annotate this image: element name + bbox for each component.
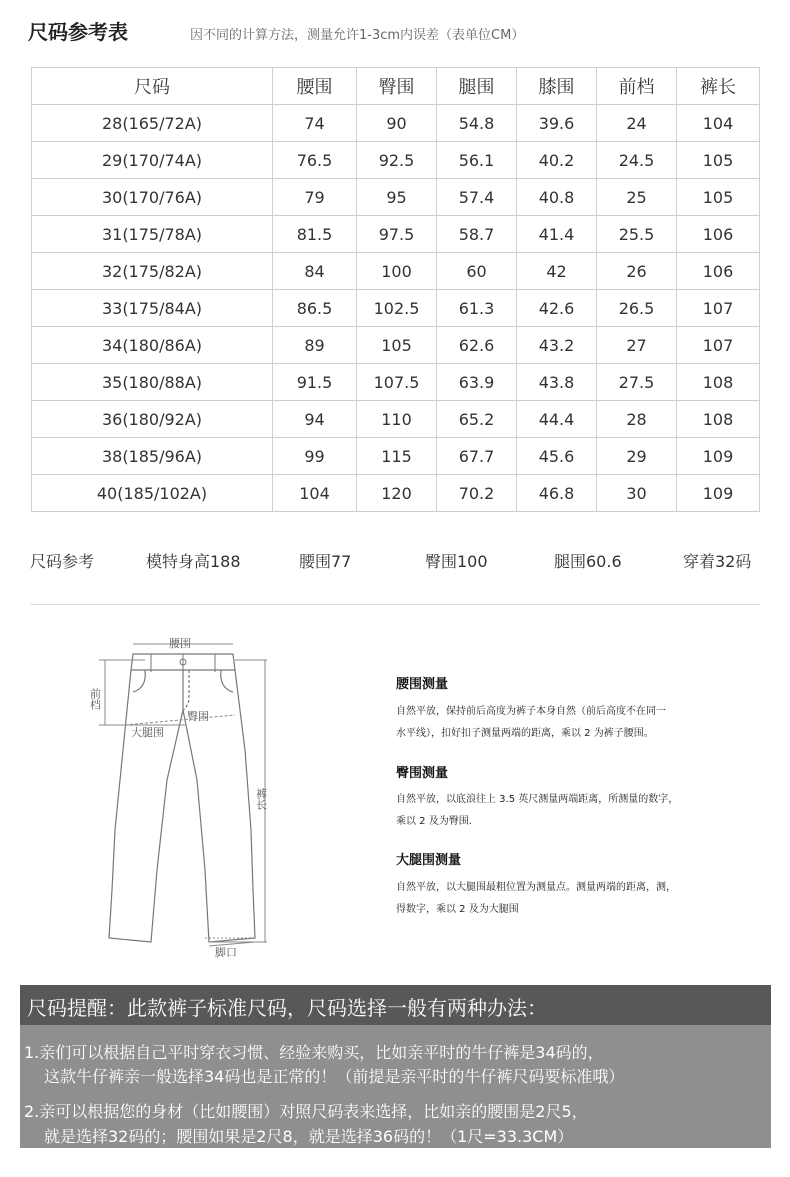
measurement-cell: 24.5 (597, 142, 677, 179)
diagram-thigh-label: 大腿围 (131, 726, 164, 739)
measurement-cell: 57.4 (437, 179, 517, 216)
measurement-cell: 79 (273, 179, 357, 216)
table-row (32, 179, 760, 216)
measurement-cell: 109 (677, 438, 760, 475)
measurement-note: 因不同的计算方法，测量允许1-3cm内误差（表单位CM） (190, 28, 525, 43)
size-table (31, 67, 760, 512)
measurement-cell: 39.6 (517, 105, 597, 142)
section-divider (30, 604, 760, 605)
measurement-cell: 54.8 (437, 105, 517, 142)
column-header: 腿围 (437, 68, 517, 105)
measurement-cell: 104 (677, 105, 760, 142)
thigh-measure-title: 大腿围测量 (396, 853, 462, 868)
diagram-hem-label: 脚口 (215, 946, 237, 959)
measurement-cell: 89 (273, 327, 357, 364)
measurement-cell: 70.2 (437, 475, 517, 512)
measurement-cell: 24 (597, 105, 677, 142)
measurement-cell: 25 (597, 179, 677, 216)
waist-measure-text-2: 水平线），扣好扣子测量两端的距离，乘以 2 为裤子腰围。 (396, 728, 654, 739)
column-header: 膝围 (517, 68, 597, 105)
hip-measure-title: 臀围测量 (396, 766, 449, 781)
size-cell: 36(180/92A) (32, 401, 273, 438)
tip-2-line-2: 就是选择32码的；腰围如果是2尺8，就是选择36码的！（1尺=33.3CM） (44, 1127, 574, 1146)
table-row (32, 401, 760, 438)
measurement-cell: 25.5 (597, 216, 677, 253)
measurement-cell: 107 (677, 327, 760, 364)
measurement-cell: 108 (677, 401, 760, 438)
measurement-cell: 105 (357, 327, 437, 364)
measurement-cell: 29 (597, 438, 677, 475)
table-row (32, 290, 760, 327)
table-header-row (32, 68, 760, 105)
reference-label: 尺码参考 (30, 552, 95, 571)
measurement-cell: 95 (357, 179, 437, 216)
measurement-cell: 63.9 (437, 364, 517, 401)
measurement-cell: 44.4 (517, 401, 597, 438)
hip-measure-text-1: 自然平放，以底浪往上 3.5 英尺测量两端距离，所测量的数字， (396, 794, 679, 805)
size-cell: 40(185/102A) (32, 475, 273, 512)
measurement-cell: 58.7 (437, 216, 517, 253)
measurement-cell: 99 (273, 438, 357, 475)
size-cell: 32(175/82A) (32, 253, 273, 290)
measurement-cell: 67.7 (437, 438, 517, 475)
waist-measure-text-1: 自然平放，保持前后高度为裤子本身自然（前后高度不在同一 (396, 706, 666, 717)
model-thigh: 腿围60.6 (554, 552, 622, 571)
measurement-cell: 43.8 (517, 364, 597, 401)
table-row (32, 142, 760, 179)
size-cell: 34(180/86A) (32, 327, 273, 364)
measurement-cell: 28 (597, 401, 677, 438)
diagram-length-label: 裤长 (254, 788, 268, 810)
size-cell: 38(185/96A) (32, 438, 273, 475)
measurement-cell: 107 (677, 290, 760, 327)
measurement-cell: 61.3 (437, 290, 517, 327)
measurement-cell: 102.5 (357, 290, 437, 327)
column-header: 臀围 (357, 68, 437, 105)
measurement-cell: 45.6 (517, 438, 597, 475)
measurement-cell: 107.5 (357, 364, 437, 401)
measurement-cell: 40.2 (517, 142, 597, 179)
model-wearing-size: 穿着32码 (683, 552, 752, 571)
measurement-cell: 26.5 (597, 290, 677, 327)
measurement-cell: 26 (597, 253, 677, 290)
size-cell: 33(175/84A) (32, 290, 273, 327)
measurement-cell: 27 (597, 327, 677, 364)
table-row (32, 253, 760, 290)
size-cell: 30(170/76A) (32, 179, 273, 216)
measurement-cell: 84 (273, 253, 357, 290)
measurement-cell: 115 (357, 438, 437, 475)
table-row (32, 475, 760, 512)
measurement-cell: 86.5 (273, 290, 357, 327)
size-cell: 31(175/78A) (32, 216, 273, 253)
measurement-cell: 91.5 (273, 364, 357, 401)
measurement-cell: 56.1 (437, 142, 517, 179)
measurement-cell: 105 (677, 179, 760, 216)
table-row (32, 216, 760, 253)
measurement-cell: 106 (677, 253, 760, 290)
measurement-cell: 100 (357, 253, 437, 290)
measurement-cell: 62.6 (437, 327, 517, 364)
hip-measure-text-2: 乘以 2 及为臀围. (396, 816, 472, 827)
measurement-cell: 40.8 (517, 179, 597, 216)
tip-2-line-1: 2.亲可以根据您的身材（比如腰围）对照尺码表来选择，比如亲的腰围是2尺5， (24, 1102, 588, 1121)
measurement-cell: 76.5 (273, 142, 357, 179)
size-cell: 35(180/88A) (32, 364, 273, 401)
measurement-cell: 120 (357, 475, 437, 512)
table-row (32, 105, 760, 142)
column-header: 裤长 (677, 68, 760, 105)
left-leg-outline (109, 670, 183, 942)
table-row (32, 438, 760, 475)
measurement-cell: 46.8 (517, 475, 597, 512)
table-row (32, 364, 760, 401)
column-header: 尺码 (32, 68, 273, 105)
column-header: 前档 (597, 68, 677, 105)
model-hip: 臀围100 (425, 552, 488, 571)
size-cell: 28(165/72A) (32, 105, 273, 142)
thigh-measure-text-2: 得数字，乘以 2 及为大腿围 (396, 904, 519, 915)
measurement-cell: 74 (273, 105, 357, 142)
size-tip-title: 尺码提醒：此款裤子标准尺码，尺码选择一般有两种办法： (27, 996, 547, 1020)
measurement-cell: 109 (677, 475, 760, 512)
measurement-cell: 104 (273, 475, 357, 512)
measurement-cell: 42 (517, 253, 597, 290)
measurement-cell: 97.5 (357, 216, 437, 253)
table-row (32, 327, 760, 364)
measurement-cell: 108 (677, 364, 760, 401)
measurement-cell: 92.5 (357, 142, 437, 179)
diagram-front-rise-label: 前档 (88, 688, 102, 710)
size-cell: 29(170/74A) (32, 142, 273, 179)
model-waist: 腰围77 (299, 552, 352, 571)
measurement-cell: 43.2 (517, 327, 597, 364)
measurement-cell: 41.4 (517, 216, 597, 253)
pants-measurement-diagram (85, 630, 310, 965)
tip-1-line-2: 这款牛仔裤亲一般选择34码也是正常的！（前提是亲平时的牛仔裤尺码要标准哦） (44, 1067, 625, 1086)
column-header: 腰围 (273, 68, 357, 105)
waist-measure-title: 腰围测量 (396, 677, 449, 692)
measurement-cell: 30 (597, 475, 677, 512)
measurement-cell: 106 (677, 216, 760, 253)
diagram-waist-label: 腰围 (169, 637, 191, 650)
measurement-cell: 60 (437, 253, 517, 290)
measurement-cell: 105 (677, 142, 760, 179)
measurement-cell: 81.5 (273, 216, 357, 253)
model-height: 模特身高188 (146, 552, 241, 571)
measurement-cell: 94 (273, 401, 357, 438)
tip-1-line-1: 1.亲们可以根据自己平时穿衣习惯、经验来购买，比如亲平时的牛仔裤是34码的， (24, 1043, 604, 1062)
measurement-cell: 110 (357, 401, 437, 438)
diagram-hip-label: 臀围 (187, 710, 209, 723)
measurement-cell: 90 (357, 105, 437, 142)
measurement-cell: 42.6 (517, 290, 597, 327)
measurement-cell: 27.5 (597, 364, 677, 401)
measurement-cell: 65.2 (437, 401, 517, 438)
page-title: 尺码参考表 (28, 20, 128, 44)
thigh-measure-text-1: 自然平放，以大腿围最粗位置为测量点。测量两端的距离，测， (396, 882, 676, 893)
